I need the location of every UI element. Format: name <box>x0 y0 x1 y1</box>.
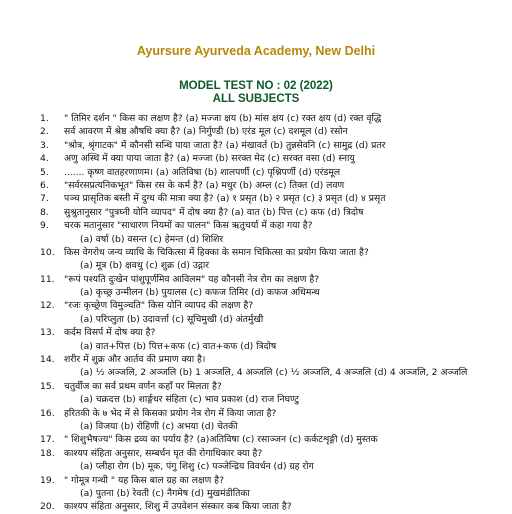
options-text: (a) कृच्छ्र उन्मीलन (b) पुयालस (c) कफज तिमिर (d) कफज अधिमन्थ <box>80 287 320 299</box>
options-text: (a) चक्रदत्त (b) शार्ङ्गधर संहिता (c) भाव प्रकाश (d) राज निघण्टु <box>80 394 299 406</box>
answer-options <box>40 487 508 500</box>
question-item <box>40 139 508 152</box>
question-item <box>40 152 508 165</box>
question-item <box>40 326 508 339</box>
question-text: "रजः कृच्छ्रेण विमुञ्चति" किस योनि व्यापद की लक्षण है? <box>64 300 254 312</box>
options-text: (a) वर्षा (b) वसन्त (c) हेमन्त (d) शिशिर <box>80 233 224 245</box>
question-number: 10. <box>40 246 55 258</box>
question-text: शरीर में शुक्र और आर्तव की प्रमाण क्या है। <box>64 354 206 366</box>
question-text: चतुर्वीज का सर्व प्रथम वर्णन कहाँ पर मिलता है? <box>64 380 222 392</box>
question-text: कर्दम विसर्प में दोष क्या है? <box>64 327 156 339</box>
question-item <box>40 219 508 232</box>
question-text: किस वेगरोध जन्य व्याधि के चिकित्सा में हिक्का के समान चिकित्सा का प्रयोग किया जाता है? <box>64 246 369 258</box>
answer-options <box>40 233 508 246</box>
answer-options <box>40 340 508 353</box>
question-item <box>40 380 508 393</box>
question-number: 12. <box>40 300 55 312</box>
question-number: 14. <box>40 354 55 366</box>
question-number: 1. <box>40 113 49 124</box>
options-text: (a) परिप्लुता (b) उदावर्त्ता (c) सूचिमुखी (d) अंतर्मुखी <box>80 313 264 325</box>
options-text: (a) पुतना (b) रेवती (c) नैगमेष (d) मुखमंडीतिका <box>80 487 250 499</box>
answer-options <box>40 313 508 326</box>
question-item <box>40 299 508 312</box>
options-text: (a) प्लीहा रोग (b) मूक, पंगु शिशु (c) पञ्जेन्द्रिय विवर्धन (d) ग्रह रोग <box>80 461 314 473</box>
subjects-title: ALL SUBJECTS <box>212 93 300 105</box>
question-text: चरक मतानुसार "साधारण नियमों का पालन" किस ऋतुचर्या में कहा गया है? <box>64 220 313 232</box>
question-number: 11. <box>40 273 55 285</box>
question-text: सर्व आवरण में श्रेष्ठ औषधि क्या है? (a) निर्गुण्डी (b) एरंड मूल (c) दशमूल (d) रसोन <box>64 126 348 138</box>
question-number: 8. <box>40 206 49 218</box>
question-item <box>40 192 508 205</box>
question-number: 3. <box>40 139 49 151</box>
options-text: (a) विजया (b) रोहिणी (c) अभया (d) चेतकी <box>80 420 238 432</box>
question-item <box>40 166 508 179</box>
question-number: 4. <box>40 153 49 165</box>
question-item <box>40 407 508 420</box>
question-text: हरितकी के ७ भेद में से किसका प्रयोग नेत्र रोग में किया जाता है? <box>64 407 277 419</box>
question-text: काश्यप संहिता अनुसार, सम्बर्धन घृत की रोगाधिकार क्या है? <box>64 447 263 459</box>
question-item <box>40 125 508 138</box>
model-test-title: MODEL TEST NO : 02 (2022) <box>179 80 333 92</box>
question-number: 7. <box>40 193 49 205</box>
answer-options <box>40 286 508 299</box>
question-text: " गोमूत्र गन्धी " यह किस बाल ग्रह का लक्षण है? <box>64 474 224 486</box>
question-text: " शिशुभैषज्य" किस द्रव्य का पर्याय है? (a)अतिविषा (c) रसाञ्जन (c) कर्कटशृङ्गी (d) मुस्तक <box>64 434 378 446</box>
question-number: 16. <box>40 407 55 419</box>
question-text: "रूपं पश्यति दुःखेन पांशुपूर्णमिव आविलम" यह कौनसी नेत्र रोग का लक्षण है? <box>64 273 320 285</box>
question-number: 2. <box>40 126 49 138</box>
question-number: 15. <box>40 380 55 392</box>
answer-options <box>40 460 508 473</box>
question-text: " तिमिर दर्शन " किस का लक्षण है? (a) मज्जा क्षय (b) मांस क्षय (c) रक्त क्षय (d) रक्त वृद्धि <box>64 113 382 124</box>
question-number: 20. <box>40 501 55 513</box>
question-text: अणु अस्थि में क्या पाया जाता है? (a) मज्जा (b) सरक्त मेद (c) सरक्त वसा (d) स्नायु <box>64 153 355 165</box>
academy-title: Ayursure Ayurveda Academy, New Delhi <box>136 44 376 58</box>
answer-options <box>40 420 508 433</box>
options-text: (a) वात+पित्त (b) पित्त+कफ (c) वात+कफ (d) त्रिदोष <box>80 340 277 352</box>
options-text: (a) मूत्र (b) क्षवथु (c) शुक्र (d) उद्गार <box>80 260 209 272</box>
question-item <box>40 179 508 192</box>
question-item <box>40 246 508 259</box>
answer-options <box>40 366 508 379</box>
options-text: (a) ½ अञ्जलि, 2 अञ्जलि (b) 1 अञ्जलि, 4 अञ्जलि (c) ½ अञ्जलि, 4 अञ्जलि (d) 4 अञ्जलि, 2 अञ्जलि <box>80 367 468 379</box>
question-list <box>40 112 508 514</box>
question-number: 17. <box>40 434 55 446</box>
question-number: 13. <box>40 327 55 339</box>
question-number: 19. <box>40 474 55 486</box>
question-item <box>40 447 508 460</box>
question-item <box>40 353 508 366</box>
question-text: सुश्रुतानुसार "पुत्रघ्नी योनि व्यापद" में दोष क्या है? (a) वात (b) पित्त (c) कफ (d) त्रिदोष <box>64 206 364 218</box>
question-item <box>40 206 508 219</box>
question-number: 9. <box>40 220 49 232</box>
question-number: 5. <box>40 166 49 178</box>
question-text: ....... कृष्ण वातहरणाणम। (a) अतिविषा (b) शालपर्णी (c) पृश्निपर्णी (d) एरंडमूल <box>64 166 341 178</box>
question-text: पञ्च प्रासृतिक बस्ती में दुग्ध की मात्रा क्या है? (a) १ प्रसृत (b) २ प्रसृत (c) ३ प्रसृत (d) ४ प्रसृत <box>64 193 386 205</box>
question-item <box>40 112 508 125</box>
question-text: "सर्वरसप्रत्यनिकभूत" किस रस के कर्म है? (a) मधुर (b) अम्ल (c) तिक्त (d) लवण <box>64 179 345 191</box>
question-text: "श्रोत्र, श्रृंगाटक" में कौनसी सन्धि पाया जाता है? (a) मंखावर्त (b) तुन्नसेवनि (c) सामुद्र (d) प्रतर <box>64 139 386 151</box>
answer-options <box>40 393 508 406</box>
question-number: 18. <box>40 447 55 459</box>
question-item <box>40 474 508 487</box>
question-text: काश्यप संहिता अनुसार, शिशु में उपवेशन संस्कार कब किया जाता है? <box>64 501 292 513</box>
question-item <box>40 273 508 286</box>
answer-options <box>40 259 508 272</box>
question-number: 6. <box>40 179 49 191</box>
question-item <box>40 433 508 446</box>
